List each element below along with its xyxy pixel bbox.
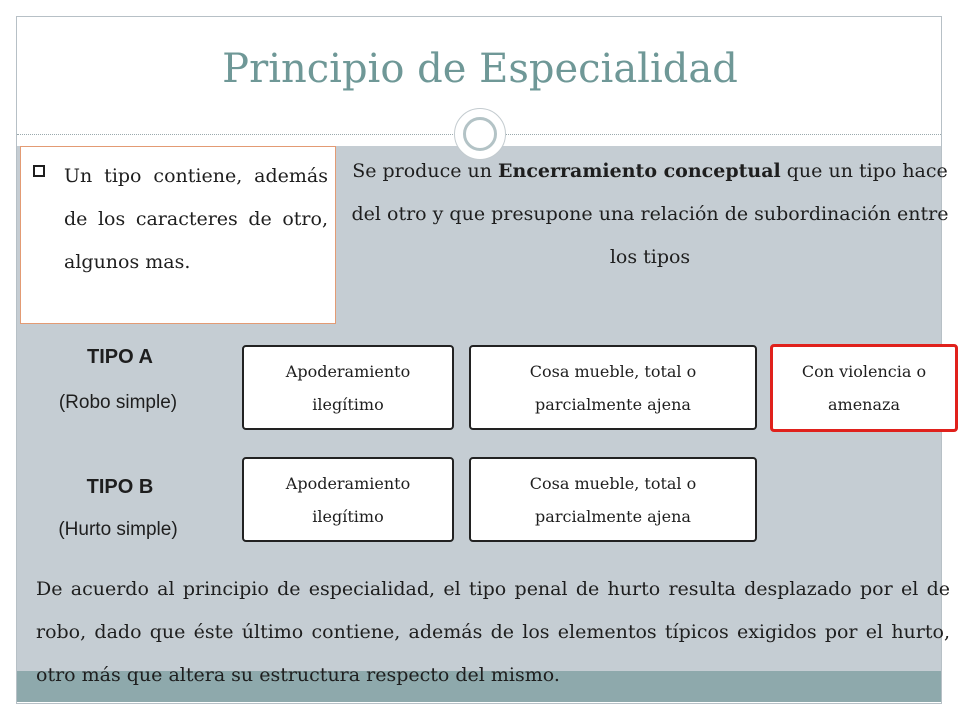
bullet-text: Un tipo contiene, además de los caracteres de otro, algunos mas. xyxy=(64,165,328,273)
tipo-b-subtitle: (Hurto simple) xyxy=(58,519,178,540)
statement-pre: Se produce un xyxy=(352,160,499,182)
statement-bold: Encerramiento conceptual xyxy=(498,160,781,182)
tipo-a-element-violencia: Con violencia o amenaza xyxy=(770,344,958,432)
slide-title: Principio de Especialidad xyxy=(222,46,738,92)
tipo-a-element-apoderamiento: Apoderamiento ilegítimo xyxy=(242,345,454,430)
checkbox-bullet-icon xyxy=(33,165,45,177)
bullet-box xyxy=(20,146,336,324)
tipo-a-subtitle: (Robo simple) xyxy=(58,392,178,413)
statement-text xyxy=(350,150,950,279)
tipo-b-element-cosa-mueble: Cosa mueble, total o parcialmente ajena xyxy=(469,457,757,542)
tipo-b-title: TIPO B xyxy=(86,476,154,498)
tipo-a-element-cosa-mueble: Cosa mueble, total o parcialmente ajena xyxy=(469,345,757,430)
tipo-b-element-apoderamiento: Apoderamiento ilegítimo xyxy=(242,457,454,542)
tipo-a-title: TIPO A xyxy=(87,346,153,368)
conclusion-text: De acuerdo al principio de especialidad, el tipo penal de hurto resulta desplazado por el de robo, dado que éste último contiene, además de los elementos típicos exigidos por el hurto, otro más que altera su estructura respecto del mismo. xyxy=(36,578,950,686)
statement-post: que un tipo hace del otro y que presupone una relación de subordinación entre los tipos xyxy=(351,160,949,268)
